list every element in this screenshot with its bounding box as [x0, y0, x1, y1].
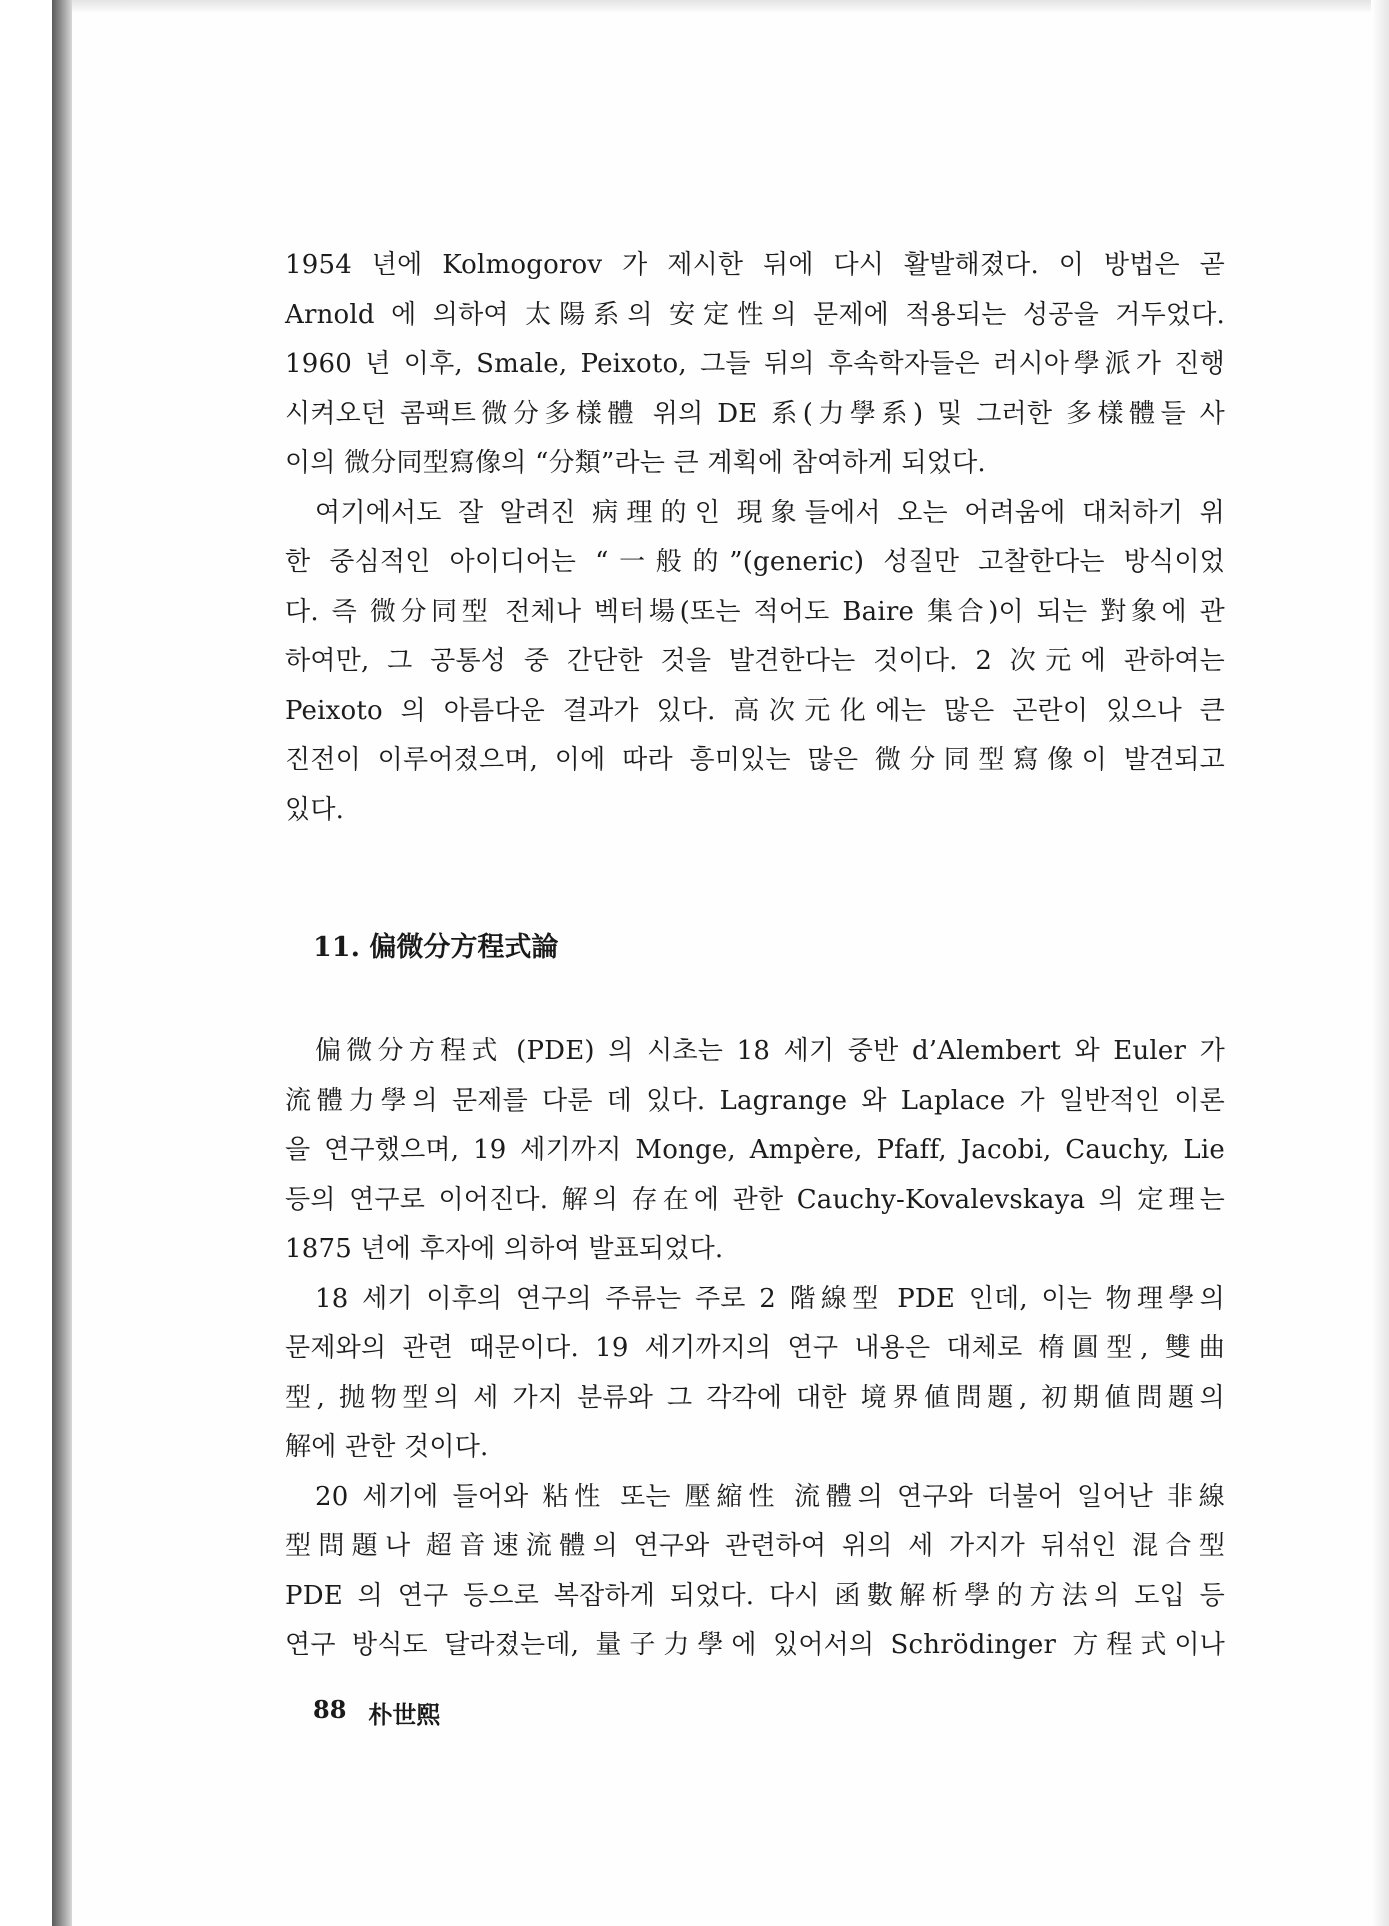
page-right-edge: [1371, 0, 1389, 1926]
text-line: 연구 방식도 달라졌는데, 量子力學에 있어서의 Schrödinger 方程式이나: [285, 1630, 1225, 1660]
text-line: 진전이 이루어졌으며, 이에 따라 흥미있는 많은 微分同型寫像이 발견되고: [285, 745, 1225, 775]
page-footer: [313, 1695, 440, 1730]
text-line: 시켜오던 콤팩트微分多樣體 위의 DE 系(力學系) 및 그러한 多樣體들 사: [285, 398, 1225, 429]
book-spine-shadow: [52, 0, 72, 1926]
text-block-bottom: [285, 1027, 1225, 1671]
text-line: 型問題나 超音速流體의 연구와 관련하여 위의 세 가지가 뒤섞인 混合型: [285, 1531, 1225, 1561]
text-line: PDE 의 연구 등으로 복잡하게 되었다. 다시 函數解析學的方法의 도입 등: [285, 1580, 1225, 1611]
text-line: 解에 관한 것이다.: [285, 1432, 489, 1462]
section-heading: 11. 偏微分方程式論: [313, 932, 559, 963]
text-line: 을 연구했으며, 19 세기까지 Monge, Ampère, Pfaff, Jacobi, Cauchy, Lie: [285, 1135, 1225, 1165]
text-line: 있다.: [285, 794, 345, 825]
text-line: 한 중심적인 아이디어는 “一般的”(generic) 성질만 고찰한다는 방식이었: [285, 547, 1225, 577]
text-line: 문제와의 관련 때문이다. 19 세기까지의 연구 내용은 대체로 楕圓型, 雙曲: [285, 1333, 1225, 1363]
text-line: 1875 년에 후자에 의하여 발표되었다.: [285, 1234, 724, 1264]
text-line: 하여만, 그 공통성 중 간단한 것을 발견한다는 것이다. 2 次元에 관하여는: [285, 646, 1225, 676]
text-line: 이의 微分同型寫像의 “分類”라는 큰 계획에 참여하게 되었다.: [285, 448, 986, 478]
running-author: 朴世熙: [368, 1700, 441, 1729]
text-line: 流體力學의 문제를 다룬 데 있다. Lagrange 와 Laplace 가 일반적인 이론: [285, 1085, 1225, 1116]
page-number: 88: [313, 1695, 347, 1724]
text-line: 型, 抛物型의 세 가지 분류와 그 각각에 대한 境界値問題, 初期値問題의: [285, 1382, 1225, 1413]
text-line: Arnold 에 의하여 太陽系의 安定性의 문제에 적용되는 성공을 거두었다.: [285, 299, 1225, 330]
text-line: 1960 년 이후, Smale, Peixoto, 그들 뒤의 후속학자들은 러시아學派가 진행: [285, 349, 1225, 379]
page-top-shadow: [72, 0, 1371, 14]
text-block-top: [285, 241, 1225, 835]
text-line: Peixoto 의 아름다운 결과가 있다. 高次元化에는 많은 곤란이 있으나 큰: [285, 695, 1225, 726]
text-line: 1954 년에 Kolmogorov 가 제시한 뒤에 다시 활발해졌다. 이 방법은 곧: [285, 250, 1225, 280]
text-line: 등의 연구로 이어진다. 解의 存在에 관한 Cauchy-Kovalevskaya 의 定理는: [285, 1184, 1225, 1215]
text-line: 여기에서도 잘 알려진 病理的인 現象들에서 오는 어려움에 대처하기 위: [315, 497, 1225, 528]
text-line: 다. 즉 微分同型 전체나 벡터場(또는 적어도 Baire 集合)이 되는 對象에 관: [285, 596, 1225, 627]
text-line: 20 세기에 들어와 粘性 또는 壓縮性 流體의 연구와 더불어 일어난 非線: [315, 1481, 1225, 1512]
text-line: 偏微分方程式 (PDE) 의 시초는 18 세기 중반 d’Alembert 와 Euler 가: [315, 1036, 1225, 1066]
text-line: 18 세기 이후의 연구의 주류는 주로 2 階線型 PDE 인데, 이는 物理學의: [315, 1283, 1225, 1314]
